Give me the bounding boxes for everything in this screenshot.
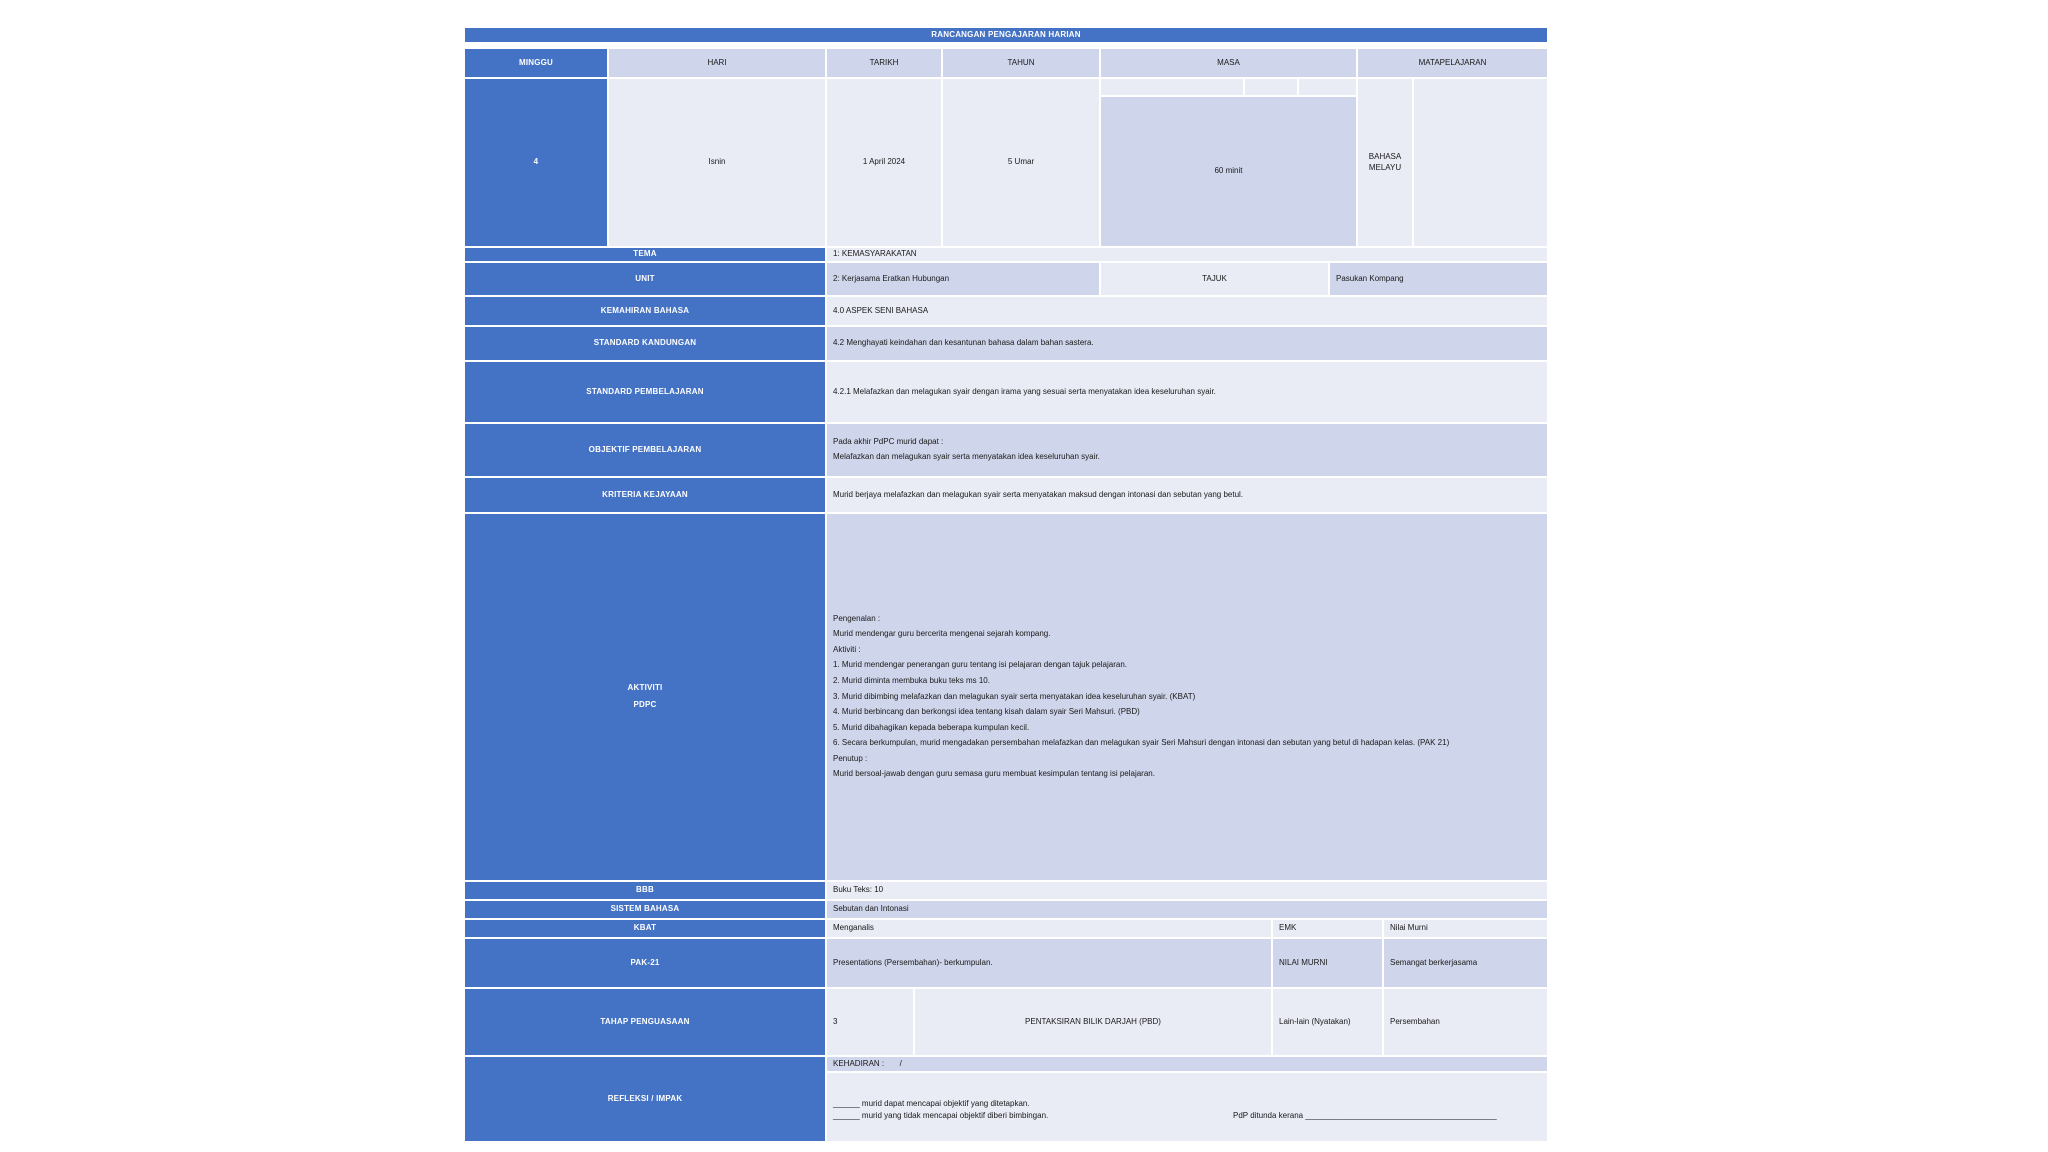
masa-subcell (1101, 79, 1243, 95)
emk-label: EMK (1273, 920, 1382, 937)
lain-lain-label: Lain-lain (Nyatakan) (1273, 989, 1382, 1055)
bbb-label: BBB (465, 882, 825, 899)
masa-header: MASA (1101, 49, 1356, 77)
objektif-line: Pada akhir PdPC murid dapat : (833, 436, 944, 446)
masa-subcell (1245, 79, 1297, 95)
tarikh-value: 1 April 2024 (827, 79, 941, 246)
refleksi-line: ______ murid dapat mencapai objektif yang ditetapkan. (833, 1099, 1030, 1108)
aktiviti-line: 3. Murid dibimbing melafazkan dan melagukan syair serta menyatakan idea keseluruhan syair. (KBAT) (833, 691, 1196, 701)
lesson-plan-sheet (465, 28, 1547, 1141)
aktiviti-line: Penutup : (833, 753, 868, 763)
kbat-label: KBAT (465, 920, 825, 937)
hari-header: HARI (609, 49, 825, 77)
tahun-value: 5 Umar (943, 79, 1099, 246)
masa-subcell (1299, 79, 1356, 95)
minggu-header: MINGGU (465, 49, 607, 77)
bbb-value: Buku Teks: 10 (827, 882, 1547, 899)
refleksi-label: REFLEKSI / IMPAK (465, 1057, 825, 1141)
document-title: RANCANGAN PENGAJARAN HARIAN (465, 28, 1547, 42)
pak21-label: PAK-21 (465, 939, 825, 987)
aktiviti-label-line: PDPC (633, 700, 657, 709)
objektif-label: OBJEKTIF PEMBELAJARAN (465, 424, 825, 476)
kemahiran-label: KEMAHIRAN BAHASA (465, 297, 825, 325)
unit-value: 2: Kerjasama Eratkan Hubungan (827, 263, 1099, 295)
nilai-label: Nilai Murni (1384, 920, 1547, 937)
aktiviti-label-line: AKTIVITI (627, 683, 663, 693)
nilai-murni-label: NILAI MURNI (1273, 939, 1382, 987)
unit-label: UNIT (465, 263, 825, 295)
matapelajaran-value (1358, 79, 1412, 246)
standard-pembelajaran-value: 4.2.1 Melafazkan dan melagukan syair dengan irama yang sesuai serta menyatakan idea keseluruhan syair. (827, 362, 1547, 422)
tajuk-label: TAJUK (1101, 263, 1328, 295)
objektif-line: Melafazkan dan melagukan syair serta menyatakan idea keseluruhan syair. (833, 452, 1100, 462)
kriteria-value: Murid berjaya melafazkan dan melagukan syair serta menyatakan maksud dengan intonasi dan sebutan yang betul. (827, 478, 1547, 512)
matapelajaran-line2: MELAYU (1368, 162, 1402, 172)
lain-lain-value: Persembahan (1384, 989, 1547, 1055)
tahun-header: TAHUN (943, 49, 1099, 77)
aktiviti-line: 4. Murid berbincang dan berkongsi idea tentang kisah dalam syair Seri Mahsuri. (PBD) (833, 707, 1140, 717)
standard-kandungan-value: 4.2 Menghayati keindahan dan kesantunan bahasa dalam bahan sastera. (827, 327, 1547, 360)
matapelajaran-header: MATAPELAJARAN (1358, 49, 1547, 77)
aktiviti-line: Murid mendengar guru bercerita mengenai sejarah kompang. (833, 629, 1051, 639)
sistem-bahasa-label: SISTEM BAHASA (465, 901, 825, 918)
pbd-label: PENTAKSIRAN BILIK DARJAH (PBD) (915, 989, 1271, 1055)
nilai-murni-value: Semangat berkerjasama (1384, 939, 1547, 987)
kemahiran-value: 4.0 ASPEK SENI BAHASA (827, 297, 1547, 325)
matapelajaran-line1: BAHASA (1368, 151, 1402, 161)
aktiviti-line: 6. Secara berkumpulan, murid mengadakan persembahan melafazkan dan melagukan syair Seri Mahsuri dengan intonasi dan sebutan yang betul di hadapan kelas. (PAK 21) (833, 738, 1450, 748)
standard-pembelajaran-label: STANDARD PEMBELAJARAN (465, 362, 825, 422)
hari-value: Isnin (609, 79, 825, 246)
tajuk-value: Pasukan Kompang (1330, 263, 1547, 295)
aktiviti-line: Aktiviti : (833, 644, 861, 654)
minggu-value: 4 (465, 79, 607, 246)
objektif-value (827, 424, 1547, 476)
kehadiran: KEHADIRAN : / (827, 1057, 1547, 1071)
masa-value: 60 minit (1101, 97, 1356, 246)
aktiviti-line: Pengenalan : (833, 613, 881, 623)
aktiviti-line: 2. Murid diminta membuka buku teks ms 10. (833, 676, 990, 686)
pak21-value: Presentations (Persembahan)- berkumpulan. (827, 939, 1271, 987)
aktiviti-line: Murid bersoal-jawab dengan guru semasa guru membuat kesimpulan tentang isi pelajaran. (833, 769, 1155, 779)
tarikh-header: TARIKH (827, 49, 941, 77)
pdp-ditunda: PdP ditunda kerana ___________________________________________ (1233, 1111, 1497, 1120)
tema-label: TEMA (465, 248, 825, 261)
aktiviti-line: 1. Murid mendengar penerangan guru tentang isi pelajaran dengan tajuk pelajaran. (833, 660, 1127, 670)
aktiviti-line: 5. Murid dibahagikan kepada beberapa kumpulan kecil. (833, 722, 1030, 732)
kriteria-label: KRITERIA KEJAYAAN (465, 478, 825, 512)
matapelajaran-extra (1414, 79, 1547, 246)
kbat-value: Menganalis (827, 920, 1271, 937)
sistem-bahasa-value: Sebutan dan Intonasi (827, 901, 1547, 918)
tahap-value: 3 (827, 989, 913, 1055)
tema-value: 1: KEMASYARAKATAN (827, 248, 1547, 261)
standard-kandungan-label: STANDARD KANDUNGAN (465, 327, 825, 360)
aktiviti-content (827, 514, 1547, 880)
tahap-label: TAHAP PENGUASAAN (465, 989, 825, 1055)
refleksi-content (827, 1073, 1547, 1141)
refleksi-line: ______ murid yang tidak mencapai objektif diberi bimbingan. (833, 1111, 1049, 1120)
aktiviti-label (465, 514, 825, 880)
